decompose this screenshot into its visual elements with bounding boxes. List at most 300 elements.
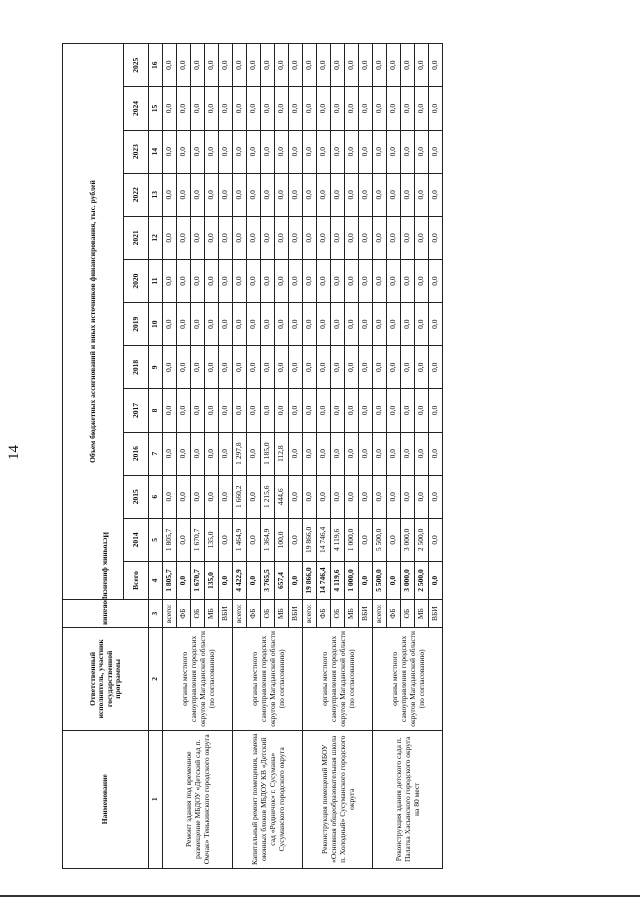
year-value-cell: 0,0 xyxy=(345,130,359,173)
funding-source-cell: ОБ xyxy=(261,600,275,628)
year-value-cell: 0,0 xyxy=(303,475,317,518)
year-value-cell: 0,0 xyxy=(415,216,429,259)
year-value-cell: 0,0 xyxy=(429,173,443,216)
year-value-cell: 0,0 xyxy=(303,432,317,475)
header-year: 2020 xyxy=(124,259,149,302)
year-value-cell: 0,0 xyxy=(247,518,261,561)
year-value-cell: 0,0 xyxy=(247,432,261,475)
year-value-cell: 0,0 xyxy=(177,87,191,130)
header-column-number: 3 xyxy=(149,600,163,628)
year-value-cell: 0,0 xyxy=(387,432,401,475)
header-column-number: 6 xyxy=(149,475,163,518)
year-value-cell: 0,0 xyxy=(219,173,233,216)
year-value-cell: 0,0 xyxy=(289,432,303,475)
funding-source-cell: всего: xyxy=(373,600,387,628)
total-cell: 5 500,0 xyxy=(373,561,387,599)
year-value-cell: 0,0 xyxy=(219,303,233,346)
year-value-cell: 0,0 xyxy=(401,173,415,216)
year-value-cell: 0,0 xyxy=(233,87,247,130)
year-value-cell: 0,0 xyxy=(317,173,331,216)
year-value-cell: 0,0 xyxy=(401,303,415,346)
year-value-cell: 0,0 xyxy=(191,216,205,259)
year-value-cell: 0,0 xyxy=(387,259,401,302)
year-value-cell: 0,0 xyxy=(219,216,233,259)
year-value-cell: 1 660,2 xyxy=(233,475,247,518)
year-value-cell: 0,0 xyxy=(247,216,261,259)
year-value-cell: 0,0 xyxy=(261,44,275,87)
funding-table xyxy=(62,43,443,869)
table-row xyxy=(373,44,387,869)
header-source-label: Источник финансирования xyxy=(101,532,111,626)
funding-source-cell: всего: xyxy=(163,600,177,628)
executor-cell: органы местного самоуправления городских округов Магаданской области (по согласованию) xyxy=(163,628,233,730)
funding-source-cell: МБ xyxy=(275,600,289,628)
total-cell: 0,0 xyxy=(247,561,261,599)
total-cell: 19 866,0 xyxy=(303,561,317,599)
year-value-cell: 0,0 xyxy=(275,87,289,130)
year-value-cell: 0,0 xyxy=(163,389,177,432)
total-cell: 0,0 xyxy=(359,561,373,599)
year-value-cell: 0,0 xyxy=(429,346,443,389)
year-value-cell: 0,0 xyxy=(317,432,331,475)
year-value-cell: 0,0 xyxy=(303,216,317,259)
year-value-cell: 0,0 xyxy=(429,130,443,173)
year-value-cell: 0,0 xyxy=(345,303,359,346)
year-value-cell: 0,0 xyxy=(331,87,345,130)
year-value-cell: 0,0 xyxy=(345,216,359,259)
year-value-cell: 0,0 xyxy=(429,259,443,302)
year-value-cell: 0,0 xyxy=(387,173,401,216)
total-cell: 135,0 xyxy=(205,561,219,599)
header-year: 2016 xyxy=(124,432,149,475)
year-value-cell: 0,0 xyxy=(205,303,219,346)
year-value-cell: 0,0 xyxy=(261,173,275,216)
year-value-cell: 0,0 xyxy=(429,475,443,518)
funding-source-cell: МБ xyxy=(205,600,219,628)
header-name: Наименование xyxy=(63,730,149,868)
year-value-cell: 0,0 xyxy=(415,259,429,302)
year-value-cell: 135,0 xyxy=(205,518,219,561)
year-value-cell: 100,0 xyxy=(275,518,289,561)
event-name-cell: Ремонт здания под временное размещение МБДОУ «Детский сад п. Омчак» Тенькинского городского округа xyxy=(163,730,233,868)
year-value-cell: 0,0 xyxy=(331,475,345,518)
total-cell: 657,4 xyxy=(275,561,289,599)
year-value-cell: 0,0 xyxy=(387,518,401,561)
header-year: 2019 xyxy=(124,303,149,346)
header-funding: Объем бюджетных ассигнований и иных источников финансирования, тыс. рублей xyxy=(63,44,124,600)
year-value-cell: 0,0 xyxy=(359,518,373,561)
year-value-cell: 0,0 xyxy=(317,44,331,87)
year-value-cell: 14 746,4 xyxy=(317,518,331,561)
year-value-cell: 0,0 xyxy=(289,259,303,302)
year-value-cell: 0,0 xyxy=(219,389,233,432)
year-value-cell: 0,0 xyxy=(191,259,205,302)
year-value-cell: 0,0 xyxy=(289,303,303,346)
year-value-cell: 0,0 xyxy=(275,346,289,389)
header-year: 2018 xyxy=(124,346,149,389)
header-column-number: 5 xyxy=(149,518,163,561)
year-value-cell: 0,0 xyxy=(275,44,289,87)
total-cell: 3 765,5 xyxy=(261,561,275,599)
year-value-cell: 0,0 xyxy=(373,44,387,87)
year-value-cell: 0,0 xyxy=(191,389,205,432)
year-value-cell: 0,0 xyxy=(219,432,233,475)
year-value-cell: 0,0 xyxy=(317,303,331,346)
funding-source-cell: ВБИ xyxy=(429,600,443,628)
year-value-cell: 0,0 xyxy=(359,130,373,173)
header-year: 2021 xyxy=(124,216,149,259)
year-value-cell: 0,0 xyxy=(233,130,247,173)
year-value-cell: 0,0 xyxy=(317,130,331,173)
year-value-cell: 0,0 xyxy=(261,130,275,173)
year-value-cell: 0,0 xyxy=(233,173,247,216)
year-value-cell: 0,0 xyxy=(191,475,205,518)
total-cell: 0,0 xyxy=(387,561,401,599)
year-value-cell: 0,0 xyxy=(345,173,359,216)
total-cell: 3 000,0 xyxy=(401,561,415,599)
year-value-cell: 0,0 xyxy=(163,87,177,130)
year-value-cell: 0,0 xyxy=(317,389,331,432)
year-value-cell: 0,0 xyxy=(163,259,177,302)
header-total: Всего xyxy=(124,561,149,599)
header-year: 2014 xyxy=(124,518,149,561)
year-value-cell: 0,0 xyxy=(387,346,401,389)
header-year: 2017 xyxy=(124,389,149,432)
year-value-cell: 0,0 xyxy=(303,130,317,173)
header-column-number: 10 xyxy=(149,303,163,346)
total-cell: 4 119,6 xyxy=(331,561,345,599)
year-value-cell: 0,0 xyxy=(373,259,387,302)
year-value-cell: 0,0 xyxy=(373,87,387,130)
year-value-cell: 0,0 xyxy=(275,303,289,346)
year-value-cell: 0,0 xyxy=(233,44,247,87)
year-value-cell: 0,0 xyxy=(219,475,233,518)
total-cell: 1 000,0 xyxy=(345,561,359,599)
year-value-cell: 0,0 xyxy=(401,475,415,518)
year-value-cell: 0,0 xyxy=(261,216,275,259)
year-value-cell: 0,0 xyxy=(429,44,443,87)
year-value-cell: 0,0 xyxy=(247,44,261,87)
year-value-cell: 0,0 xyxy=(387,87,401,130)
year-value-cell: 0,0 xyxy=(373,130,387,173)
year-value-cell: 0,0 xyxy=(303,346,317,389)
year-value-cell: 0,0 xyxy=(345,389,359,432)
funding-source-cell: всего: xyxy=(303,600,317,628)
header-column-number: 4 xyxy=(149,561,163,599)
year-value-cell: 0,0 xyxy=(177,518,191,561)
year-value-cell: 0,0 xyxy=(345,259,359,302)
year-value-cell: 0,0 xyxy=(177,432,191,475)
year-value-cell: 0,0 xyxy=(317,216,331,259)
year-value-cell: 112,8 xyxy=(275,432,289,475)
year-value-cell: 0,0 xyxy=(163,173,177,216)
year-value-cell: 1 805,7 xyxy=(163,518,177,561)
year-value-cell: 0,0 xyxy=(233,259,247,302)
year-value-cell: 0,0 xyxy=(163,346,177,389)
year-value-cell: 0,0 xyxy=(163,44,177,87)
year-value-cell: 0,0 xyxy=(275,216,289,259)
year-value-cell: 0,0 xyxy=(373,389,387,432)
total-cell: 1 805,7 xyxy=(163,561,177,599)
total-cell: 2 500,0 xyxy=(415,561,429,599)
year-value-cell: 0,0 xyxy=(303,173,317,216)
year-value-cell: 0,0 xyxy=(233,346,247,389)
year-value-cell: 0,0 xyxy=(317,346,331,389)
year-value-cell: 0,0 xyxy=(177,346,191,389)
header-column-number: 8 xyxy=(149,389,163,432)
year-value-cell: 0,0 xyxy=(205,259,219,302)
executor-cell: органы местного самоуправления городских округов Магаданской области (по согласованию) xyxy=(233,628,303,730)
year-value-cell: 0,0 xyxy=(359,303,373,346)
year-value-cell: 0,0 xyxy=(247,173,261,216)
year-value-cell: 1 297,8 xyxy=(233,432,247,475)
year-value-cell: 0,0 xyxy=(359,87,373,130)
year-value-cell: 0,0 xyxy=(359,216,373,259)
year-value-cell: 0,0 xyxy=(429,432,443,475)
table-row xyxy=(303,44,317,869)
year-value-cell: 0,0 xyxy=(219,518,233,561)
total-cell: 14 746,4 xyxy=(317,561,331,599)
year-value-cell: 0,0 xyxy=(317,259,331,302)
year-value-cell: 0,0 xyxy=(289,130,303,173)
year-value-cell: 0,0 xyxy=(373,475,387,518)
year-value-cell: 0,0 xyxy=(289,518,303,561)
year-value-cell: 0,0 xyxy=(233,216,247,259)
year-value-cell: 0,0 xyxy=(261,389,275,432)
year-value-cell: 0,0 xyxy=(415,346,429,389)
year-value-cell: 0,0 xyxy=(401,87,415,130)
year-value-cell: 1 464,9 xyxy=(233,518,247,561)
executor-cell: органы местного самоуправления городских округов Магаданской области (по согласованию) xyxy=(373,628,443,730)
year-value-cell: 0,0 xyxy=(289,389,303,432)
year-value-cell: 0,0 xyxy=(191,303,205,346)
year-value-cell: 0,0 xyxy=(373,432,387,475)
header-year: 2023 xyxy=(124,130,149,173)
year-value-cell: 1 185,0 xyxy=(261,432,275,475)
year-value-cell: 0,0 xyxy=(345,432,359,475)
year-value-cell: 0,0 xyxy=(373,346,387,389)
page-number: 14 xyxy=(6,445,22,460)
year-value-cell: 0,0 xyxy=(331,346,345,389)
year-value-cell: 0,0 xyxy=(387,303,401,346)
year-value-cell: 0,0 xyxy=(247,87,261,130)
funding-source-cell: ФБ xyxy=(317,600,331,628)
year-value-cell: 0,0 xyxy=(289,44,303,87)
total-cell: 1 670,7 xyxy=(191,561,205,599)
funding-source-cell: МБ xyxy=(345,600,359,628)
year-value-cell: 0,0 xyxy=(261,303,275,346)
year-value-cell: 0,0 xyxy=(331,432,345,475)
year-value-cell: 0,0 xyxy=(415,432,429,475)
year-value-cell: 0,0 xyxy=(289,173,303,216)
year-value-cell: 0,0 xyxy=(331,173,345,216)
header-year: 2015 xyxy=(124,475,149,518)
year-value-cell: 0,0 xyxy=(177,475,191,518)
year-value-cell: 0,0 xyxy=(261,346,275,389)
year-value-cell: 0,0 xyxy=(373,303,387,346)
year-value-cell: 0,0 xyxy=(331,44,345,87)
total-cell: 4 422,9 xyxy=(233,561,247,599)
event-name-cell: Капитальный ремонт помещения, замена оконных блоков МБДОУ КВ «Детский сад «Родничок» г. Сусумана» Сусуманского городского округа xyxy=(233,730,303,868)
year-value-cell: 0,0 xyxy=(345,44,359,87)
year-value-cell: 0,0 xyxy=(317,475,331,518)
funding-source-cell: всего: xyxy=(233,600,247,628)
year-value-cell: 0,0 xyxy=(345,346,359,389)
year-value-cell: 2 500,0 xyxy=(415,518,429,561)
funding-source-cell: ОБ xyxy=(401,600,415,628)
year-value-cell: 0,0 xyxy=(359,432,373,475)
header-column-number: 15 xyxy=(149,87,163,130)
year-value-cell: 0,0 xyxy=(303,389,317,432)
executor-cell: органы местного самоуправления городских округов Магаданской области (по согласованию) xyxy=(303,628,373,730)
year-value-cell: 0,0 xyxy=(219,44,233,87)
year-value-cell: 0,0 xyxy=(177,173,191,216)
year-value-cell: 19 866,0 xyxy=(303,518,317,561)
year-value-cell: 0,0 xyxy=(205,216,219,259)
year-value-cell: 0,0 xyxy=(415,475,429,518)
year-value-cell: 0,0 xyxy=(401,346,415,389)
year-value-cell: 0,0 xyxy=(429,389,443,432)
year-value-cell: 0,0 xyxy=(331,303,345,346)
header-column-number: 9 xyxy=(149,346,163,389)
year-value-cell: 0,0 xyxy=(415,389,429,432)
year-value-cell: 1 000,0 xyxy=(345,518,359,561)
year-value-cell: 0,0 xyxy=(177,44,191,87)
year-value-cell: 0,0 xyxy=(247,389,261,432)
year-value-cell: 0,0 xyxy=(275,259,289,302)
year-value-cell: 0,0 xyxy=(163,475,177,518)
year-value-cell: 0,0 xyxy=(247,346,261,389)
year-value-cell: 0,0 xyxy=(317,87,331,130)
funding-source-cell: ОБ xyxy=(191,600,205,628)
year-value-cell: 0,0 xyxy=(401,389,415,432)
year-value-cell: 0,0 xyxy=(373,216,387,259)
funding-source-cell: ФБ xyxy=(247,600,261,628)
year-value-cell: 1 364,9 xyxy=(261,518,275,561)
year-value-cell: 0,0 xyxy=(219,259,233,302)
scan-edge-line xyxy=(0,895,640,897)
year-value-cell: 0,0 xyxy=(429,87,443,130)
total-cell: 0,0 xyxy=(219,561,233,599)
year-value-cell: 0,0 xyxy=(191,432,205,475)
header-column-number: 7 xyxy=(149,432,163,475)
total-cell: 0,0 xyxy=(289,561,303,599)
year-value-cell: 0,0 xyxy=(275,173,289,216)
header-year: 2022 xyxy=(124,173,149,216)
year-value-cell: 0,0 xyxy=(415,44,429,87)
year-value-cell: 0,0 xyxy=(387,216,401,259)
year-value-cell: 0,0 xyxy=(205,44,219,87)
table-row xyxy=(233,44,247,869)
year-value-cell: 0,0 xyxy=(219,87,233,130)
event-name-cell: Реконструкция помещений МБОУ «Основная общеобразовательная школа п. Холодный» Сусуманского городского округа xyxy=(303,730,373,868)
year-value-cell: 0,0 xyxy=(387,44,401,87)
funding-source-cell: ФБ xyxy=(387,600,401,628)
header-column-number: 13 xyxy=(149,173,163,216)
year-value-cell: 0,0 xyxy=(163,130,177,173)
header-column-number: 14 xyxy=(149,130,163,173)
year-value-cell: 0,0 xyxy=(191,346,205,389)
year-value-cell: 0,0 xyxy=(429,216,443,259)
year-value-cell: 0,0 xyxy=(247,475,261,518)
year-value-cell: 0,0 xyxy=(415,87,429,130)
year-value-cell: 1 215,6 xyxy=(261,475,275,518)
year-value-cell: 5 500,0 xyxy=(373,518,387,561)
year-value-cell: 0,0 xyxy=(373,173,387,216)
total-cell: 0,0 xyxy=(177,561,191,599)
year-value-cell: 0,0 xyxy=(345,87,359,130)
year-value-cell: 0,0 xyxy=(289,87,303,130)
year-value-cell: 0,0 xyxy=(177,216,191,259)
year-value-cell: 0,0 xyxy=(219,130,233,173)
year-value-cell: 0,0 xyxy=(303,44,317,87)
year-value-cell: 0,0 xyxy=(233,303,247,346)
header-column-number: 2 xyxy=(149,628,163,730)
year-value-cell: 0,0 xyxy=(359,475,373,518)
year-value-cell: 1 670,7 xyxy=(191,518,205,561)
header-executor: Ответственный исполнитель, участник государственной программы xyxy=(63,628,149,730)
year-value-cell: 0,0 xyxy=(205,346,219,389)
year-value-cell: 0,0 xyxy=(359,173,373,216)
year-value-cell: 0,0 xyxy=(205,432,219,475)
year-value-cell: 0,0 xyxy=(177,389,191,432)
year-value-cell: 0,0 xyxy=(163,216,177,259)
year-value-cell: 0,0 xyxy=(331,389,345,432)
header-column-number: 11 xyxy=(149,259,163,302)
year-value-cell: 0,0 xyxy=(261,259,275,302)
year-value-cell: 0,0 xyxy=(303,87,317,130)
header-column-number: 1 xyxy=(149,730,163,868)
year-value-cell: 0,0 xyxy=(233,389,247,432)
event-name-cell: Реконструкция здания детского сада п. Палатка Хасынского городского округа на 80 мест xyxy=(373,730,443,868)
year-value-cell: 4 119,6 xyxy=(331,518,345,561)
year-value-cell: 0,0 xyxy=(401,130,415,173)
year-value-cell: 0,0 xyxy=(275,389,289,432)
year-value-cell: 0,0 xyxy=(163,303,177,346)
year-value-cell: 0,0 xyxy=(345,475,359,518)
year-value-cell: 0,0 xyxy=(331,259,345,302)
year-value-cell: 0,0 xyxy=(205,475,219,518)
year-value-cell: 0,0 xyxy=(205,389,219,432)
year-value-cell: 0,0 xyxy=(331,216,345,259)
year-value-cell: 0,0 xyxy=(415,303,429,346)
year-value-cell: 0,0 xyxy=(261,87,275,130)
funding-source-cell: МБ xyxy=(415,600,429,628)
year-value-cell: 0,0 xyxy=(289,475,303,518)
year-value-cell: 444,6 xyxy=(275,475,289,518)
funding-source-cell: ВБИ xyxy=(359,600,373,628)
header-year: 2025 xyxy=(124,44,149,87)
year-value-cell: 3 000,0 xyxy=(401,518,415,561)
year-value-cell: 0,0 xyxy=(359,346,373,389)
year-value-cell: 0,0 xyxy=(415,130,429,173)
year-value-cell: 0,0 xyxy=(163,432,177,475)
year-value-cell: 0,0 xyxy=(429,303,443,346)
year-value-cell: 0,0 xyxy=(387,475,401,518)
year-value-cell: 0,0 xyxy=(387,389,401,432)
year-value-cell: 0,0 xyxy=(303,259,317,302)
year-value-cell: 0,0 xyxy=(191,130,205,173)
year-value-cell: 0,0 xyxy=(289,216,303,259)
funding-source-cell: ВБИ xyxy=(219,600,233,628)
year-value-cell: 0,0 xyxy=(177,303,191,346)
year-value-cell: 0,0 xyxy=(247,259,261,302)
year-value-cell: 0,0 xyxy=(429,518,443,561)
year-value-cell: 0,0 xyxy=(331,130,345,173)
header-column-number: 16 xyxy=(149,44,163,87)
year-value-cell: 0,0 xyxy=(275,130,289,173)
year-value-cell: 0,0 xyxy=(359,389,373,432)
